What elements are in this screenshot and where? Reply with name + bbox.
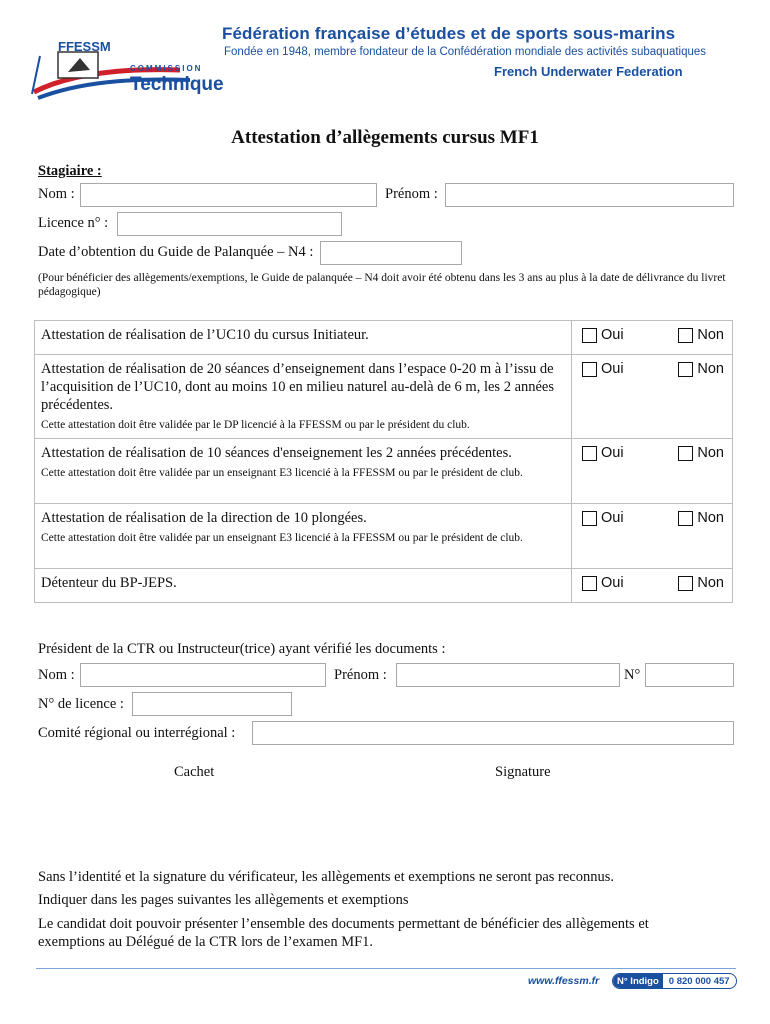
attestation-choice-cell (572, 569, 733, 603)
attestations-table (34, 320, 733, 603)
federation-english: French Underwater Federation (494, 64, 683, 79)
oui-label: Oui (601, 575, 624, 591)
checkbox-icon (582, 446, 597, 461)
signature-area[interactable] (440, 786, 620, 856)
federation-subtitle: Fondée en 1948, membre fondateur de la Confédération mondiale des activités subaquatiques (224, 46, 707, 58)
oui-label: Oui (601, 445, 624, 461)
attestation-text: Détenteur du BP-JEPS. (41, 575, 177, 591)
logo-commission: COMMISSION (130, 64, 203, 73)
attestation-row (35, 569, 733, 603)
logo-technique: Technique (130, 74, 224, 95)
footer-note-indiquer: Indiquer dans les pages suivantes les allègements et exemptions (38, 892, 409, 908)
attestation-text-cell (35, 355, 572, 439)
footer-url: www.ffessm.fr (528, 975, 600, 987)
checkbox-icon (678, 446, 693, 461)
non-checkbox[interactable] (678, 510, 724, 526)
stagiaire-nom-field[interactable] (80, 183, 377, 207)
attestation-choice-cell (572, 439, 733, 504)
cachet-label: Cachet (174, 764, 215, 780)
checkbox-icon (582, 328, 597, 343)
non-checkbox[interactable] (678, 445, 724, 461)
oui-label: Oui (601, 510, 624, 526)
oui-checkbox[interactable] (582, 445, 624, 461)
oui-checkbox[interactable] (582, 510, 624, 526)
verificateur-heading: Président de la CTR ou Instructeur(trice) ayant vérifié les documents : (38, 641, 446, 657)
attestation-text-cell (35, 439, 572, 504)
indigo-number: 0 820 000 457 (668, 975, 730, 987)
checkbox-icon (582, 362, 597, 377)
checkbox-icon (678, 511, 693, 526)
guide-date-label: Date d’obtention du Guide de Palanquée – N4 : (38, 244, 314, 260)
verificateur-nom-field[interactable] (80, 663, 326, 687)
attestation-text: Attestation de réalisation de 10 séances d'enseignement les 2 années précédentes. (41, 445, 512, 461)
attestation-row (35, 321, 733, 355)
non-label: Non (697, 361, 724, 377)
indigo-label: N° Indigo (613, 974, 663, 988)
indigo-badge (612, 973, 737, 989)
verificateur-prenom-label: Prénom : (334, 667, 387, 683)
stagiaire-licence-field[interactable] (117, 212, 342, 236)
non-label: Non (697, 327, 724, 343)
checkbox-icon (678, 328, 693, 343)
checkbox-icon (582, 576, 597, 591)
attestation-row (35, 355, 733, 439)
attestation-text-cell (35, 569, 572, 603)
non-label: Non (697, 575, 724, 591)
attestation-text: Attestation de réalisation de 20 séances d’enseignement dans l’espace 0-20 m à l’issu de l’acquisition de l’UC10, dont au moins 10 en milieu naturel au-delà de 6 m, les 2 années précédentes. (41, 361, 555, 413)
attestation-choice-cell (572, 321, 733, 355)
verificateur-licence-field[interactable] (132, 692, 292, 716)
page-title: Attestation d’allègements cursus MF1 (231, 127, 539, 148)
stagiaire-heading: Stagiaire : (38, 163, 102, 179)
comite-label: Comité régional ou interrégional : (38, 725, 236, 741)
stagiaire-licence-label: Licence n° : (38, 215, 109, 231)
attestation-note: Cette attestation doit être validée par un enseignant E3 licencié à la FFESSM ou par le président de club. (41, 532, 523, 544)
stagiaire-prenom-label: Prénom : (385, 186, 438, 202)
oui-checkbox[interactable] (582, 361, 624, 377)
guide-date-field[interactable] (320, 241, 462, 265)
footer-note-identite: Sans l’identité et la signature du vérificateur, les allègements et exemptions ne seront pas reconnus. (38, 869, 615, 885)
stagiaire-note: (Pour bénéficier des allègements/exemptions, le Guide de palanquée – N4 doit avoir été obtenu dans les 3 ans au plus à la date de délivrance du livret pédagogique) (38, 272, 726, 298)
non-checkbox[interactable] (678, 361, 724, 377)
footer-note-candidat: Le candidat doit pouvoir présenter l’ensemble des documents permettant de bénéficier des allègements et exemptions au Délégué de la CTR lors de l’examen MF1. (38, 916, 649, 950)
attestation-row (35, 504, 733, 569)
stagiaire-prenom-field[interactable] (445, 183, 734, 207)
verificateur-no-label: N° (624, 667, 641, 683)
attestation-text-cell (35, 504, 572, 569)
attestation-choice-cell (572, 504, 733, 569)
stagiaire-nom-label: Nom : (38, 186, 75, 202)
attestation-text-cell (35, 321, 572, 355)
cachet-area[interactable] (120, 786, 300, 856)
non-label: Non (697, 445, 724, 461)
oui-checkbox[interactable] (582, 575, 624, 591)
oui-label: Oui (601, 361, 624, 377)
attestation-note: Cette attestation doit être validée par un enseignant E3 licencié à la FFESSM ou par le président de club. (41, 467, 523, 479)
footer-divider (36, 968, 736, 969)
non-checkbox[interactable] (678, 575, 724, 591)
non-checkbox[interactable] (678, 327, 724, 343)
verificateur-prenom-field[interactable] (396, 663, 620, 687)
oui-label: Oui (601, 327, 624, 343)
attestation-text: Attestation de réalisation de l’UC10 du cursus Initiateur. (41, 327, 369, 343)
checkbox-icon (678, 576, 693, 591)
checkbox-icon (582, 511, 597, 526)
federation-title: Fédération française d’études et de sports sous-marins (222, 24, 676, 43)
attestation-text: Attestation de réalisation de la direction de 10 plongées. (41, 510, 367, 526)
non-label: Non (697, 510, 724, 526)
signature-label: Signature (495, 764, 551, 780)
attestation-choice-cell (572, 355, 733, 439)
attestation-note: Cette attestation doit être validée par le DP licencié à la FFESSM ou par le président du club. (41, 419, 470, 431)
comite-field[interactable] (252, 721, 734, 745)
verificateur-licence-label: N° de licence : (38, 696, 124, 712)
verificateur-no-field[interactable] (645, 663, 734, 687)
oui-checkbox[interactable] (582, 327, 624, 343)
attestation-row (35, 439, 733, 504)
verificateur-nom-label: Nom : (38, 667, 75, 683)
checkbox-icon (678, 362, 693, 377)
logo-text: FFESSM (58, 39, 111, 54)
